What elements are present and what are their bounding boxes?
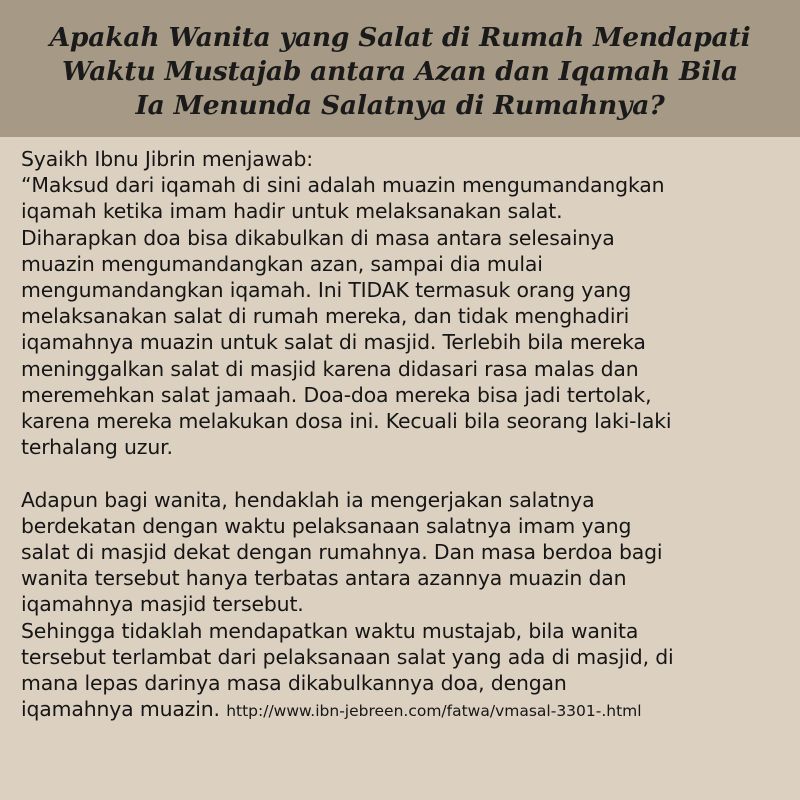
body-line: iqamah ketika imam hadir untuk melaksanakan salat. — [21, 199, 563, 224]
body-line: melaksanakan salat di rumah mereka, dan tidak menghadiri — [21, 304, 630, 329]
body-line: berdekatan dengan waktu pelaksanaan salatnya imam yang — [21, 513, 632, 538]
source-url: http://www.ibn-jebreen.com/fatwa/vmasal-3301-.html — [226, 702, 642, 721]
body-line: iqamahnya muazin untuk salat di masjid. Terlebih bila mereka — [21, 330, 646, 355]
body-line: terhalang uzur. — [21, 435, 173, 460]
body-line: iqamahnya masjid tersebut. — [21, 592, 304, 617]
body-line: wanita tersebut hanya terbatas antara azannya muazin dan — [21, 566, 627, 591]
body-line: salat di masjid dekat dengan rumahnya. Dan masa berdoa bagi — [21, 540, 663, 565]
article-body — [21, 146, 791, 724]
title-banner — [0, 0, 800, 137]
body-last-line — [21, 696, 791, 724]
body-line: Adapun bagi wanita, hendaklah ia mengerjakan salatnya — [21, 487, 595, 512]
title-line-3: Ia Menunda Salatnya di Rumahnya? — [135, 89, 665, 121]
body-line: Diharapkan doa bisa dikabulkan di masa antara selesainya — [21, 225, 615, 250]
body-line: muazin mengumandangkan azan, sampai dia mulai — [21, 251, 543, 276]
body-line: Syaikh Ibnu Jibrin menjawab: — [21, 147, 314, 171]
paragraph-gap — [21, 460, 791, 486]
body-line: tersebut terlambat dari pelaksanaan salat yang ada di masjid, di — [21, 644, 674, 669]
body-line: meninggalkan salat di masjid karena didasari rasa malas dan — [21, 356, 639, 381]
title-line-1: Apakah Wanita yang Salat di Rumah Mendapati — [49, 21, 751, 53]
body-line: “Maksud dari iqamah di sini adalah muazin mengumandangkan — [21, 173, 665, 198]
body-last-line-text: iqamahnya muazin. — [21, 697, 220, 722]
body-line: Sehingga tidaklah mendapatkan waktu mustajab, bila wanita — [21, 618, 639, 643]
body-line: karena mereka melakukan dosa ini. Kecuali bila seorang laki-laki — [21, 409, 672, 434]
body-line: meremehkan salat jamaah. Doa-doa mereka bisa jadi tertolak, — [21, 382, 652, 407]
title-line-2: Waktu Mustajab antara Azan dan Iqamah Bila — [62, 55, 738, 87]
body-line: mengumandangkan iqamah. Ini TIDAK termasuk orang yang — [21, 278, 632, 303]
body-line: mana lepas darinya masa dikabulkannya doa, dengan — [21, 671, 567, 696]
